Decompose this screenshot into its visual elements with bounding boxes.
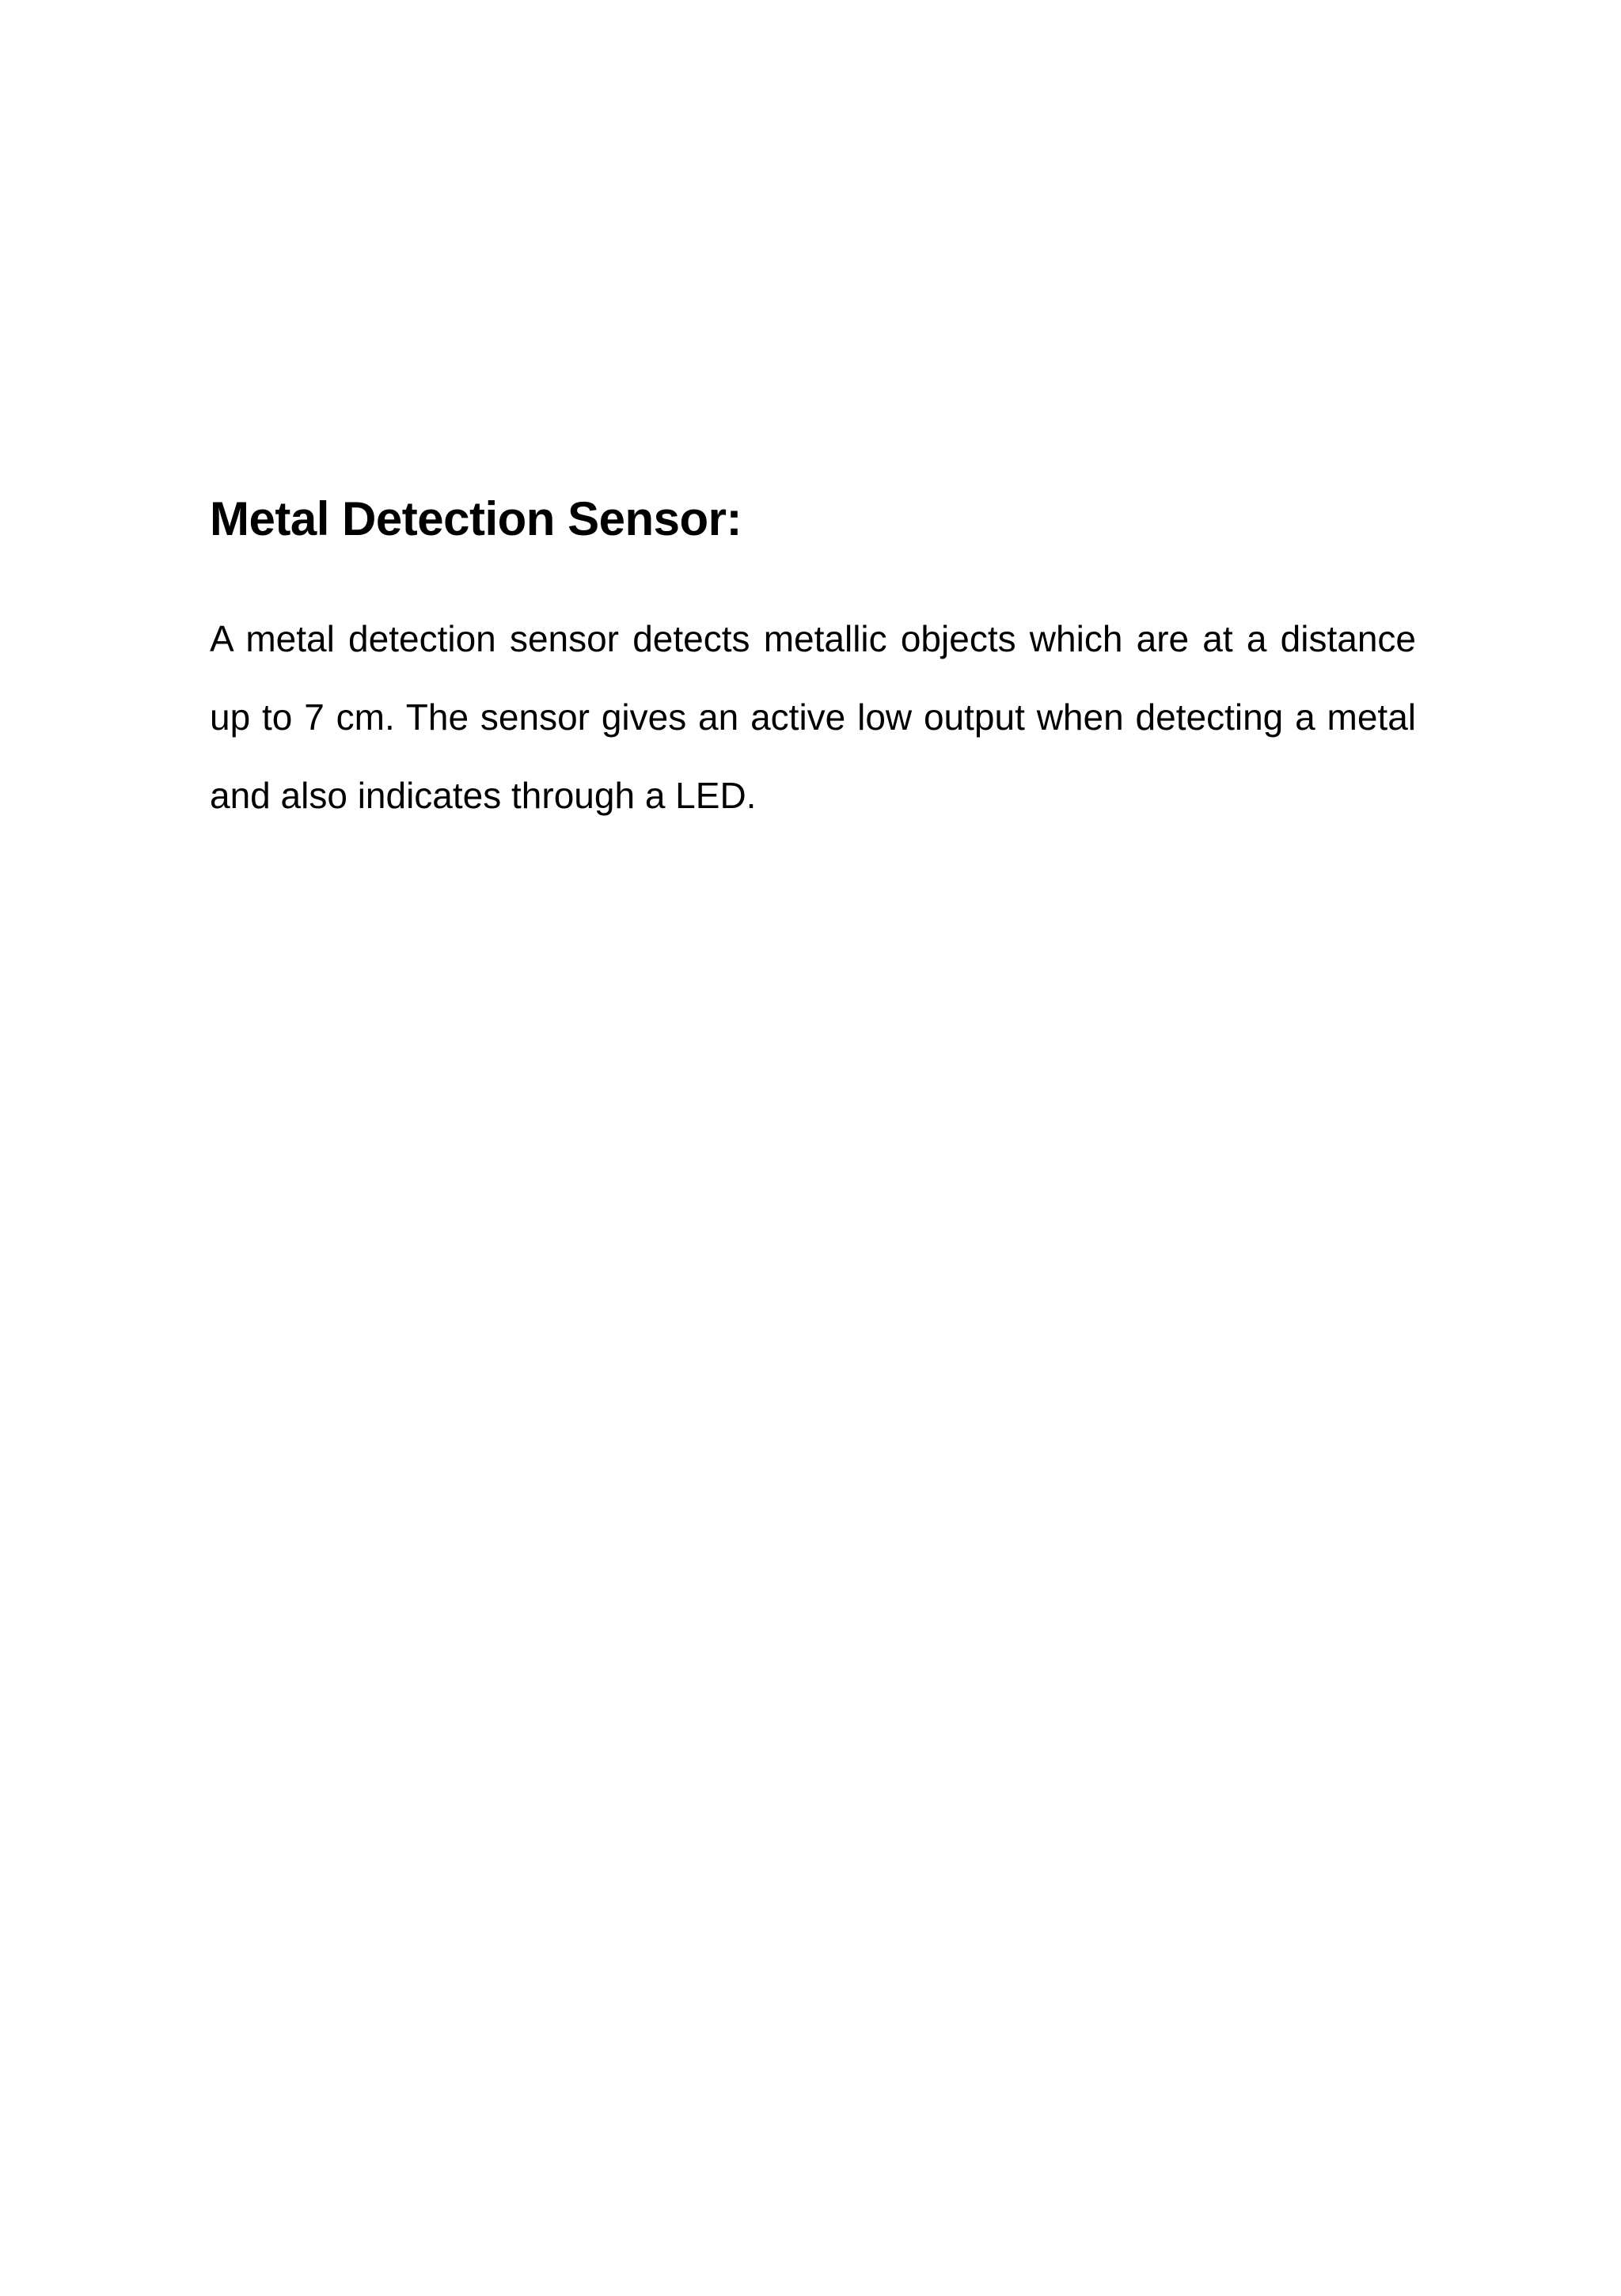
section-heading: Metal Detection Sensor: <box>210 492 742 545</box>
section-paragraph: A metal detection sensor detects metallic objects which are at a distance up to 7 cm. The sensor gives an active low output when detecting a metal and also indicates through a LED. <box>210 618 1416 816</box>
document-content <box>210 491 1416 835</box>
